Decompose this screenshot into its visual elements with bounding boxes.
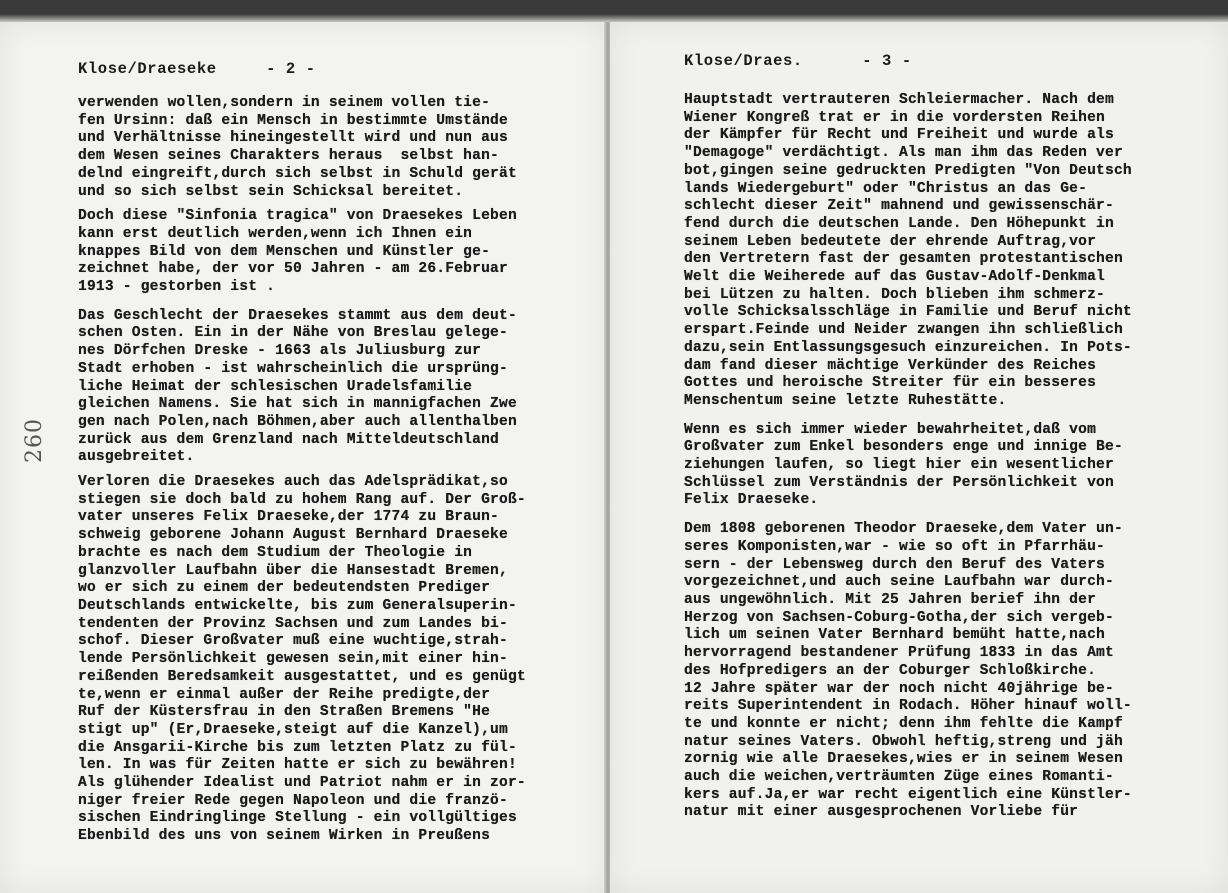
text-line: auch die weichen,verträumten Züge eines Romanti- xyxy=(684,769,1114,786)
text-line: gleichen Namens. Sie hat sich in mannigfachen Zwe xyxy=(78,396,517,413)
text-line: volle Schicksalsschläge in Familie und Beruf nicht xyxy=(684,304,1132,321)
text-line: hervorragend bestandener Prüfung 1833 in das Amt xyxy=(684,645,1114,662)
text-line: seres Komponisten,war - wie so oft in Pfarrhäu- xyxy=(684,538,1106,555)
text-line: sern - der Lebensweg durch den Beruf des Vaters xyxy=(684,556,1106,573)
text-line: delnd eingreift,durch sich selbst in Schuld gerät xyxy=(78,165,517,182)
text-line: Großvater zum Enkel besonders enge und innige Be- xyxy=(684,439,1123,456)
text-line: gen nach Polen,nach Böhmen,aber auch allenthalben xyxy=(78,413,517,430)
text-line: fen Ursinn: daß ein Mensch in bestimmte Umstände xyxy=(78,112,508,129)
text-line: Wenn es sich immer wieder bewahrheitet,daß vom xyxy=(684,421,1097,438)
text-line: verwenden wollen,sondern in seinem vollen tie- xyxy=(78,95,491,111)
text-line: brachte es nach dem Studium der Theologie in xyxy=(78,544,473,561)
paragraph xyxy=(684,521,1132,822)
text-line: reißenden Beredsamkeit ausgestattet, und es genügt xyxy=(78,668,526,685)
text-line: 1913 - gestorben ist . xyxy=(78,279,276,296)
text-line: aus ungewöhnlich. Mit 25 Jahren berief ihn der xyxy=(684,591,1097,608)
text-line: lich um seinen Vater Bernhard bemüht hatte,nach xyxy=(684,627,1106,644)
text-line: niger freier Rede gegen Napoleon und die franzö- xyxy=(78,792,508,809)
text-line: "Demagoge" verdächtigt. Als man ihm das Reden ver xyxy=(684,145,1123,162)
text-line: Ruf der Küstersfrau in den Straßen Bremens "He xyxy=(78,704,491,721)
text-line: 12 Jahre später war der noch nicht 40jährige be- xyxy=(684,680,1114,697)
text-line: fend durch die deutschen Lande. Den Höhepunkt in xyxy=(684,215,1114,232)
text-line: Schlüssel zum Verständnis der Persönlichkeit von xyxy=(684,474,1114,491)
paragraph xyxy=(78,308,526,467)
text-line: dam fand dieser mächtige Verkünder des Reiches xyxy=(684,357,1097,374)
text-line: lende Persönlichkeit gewesen sein,mit einer hin- xyxy=(78,651,508,668)
text-line: schen Osten. Ein in der Nähe von Breslau gelege- xyxy=(78,325,508,342)
text-line: knappes Bild von dem Menschen und Künstler ge- xyxy=(78,243,491,260)
text-line: und Verhältnisse hineingestellt wird und nun aus xyxy=(78,130,508,147)
page-body xyxy=(78,95,526,853)
text-line: kann erst deutlich werden,wenn ich Ihnen ein xyxy=(78,225,473,242)
text-line: ausgebreitet. xyxy=(78,449,195,466)
text-line: te,wenn er einmal außer der Reihe predigte,der xyxy=(78,686,491,703)
text-line: glanzvoller Laufbahn über die Hansestadt Bremen, xyxy=(78,562,508,579)
page-header: Klose/Draeseke - 2 - xyxy=(78,60,316,78)
text-line: ziehungen laufen, so liegt hier ein wesentlicher xyxy=(684,457,1114,474)
text-line: schweig geborene Johann August Bernhard Draeseke xyxy=(78,527,508,544)
text-line: te und konnte er nicht; denn ihm fehlte die Kampf xyxy=(684,715,1123,732)
text-line: stiegen sie doch bald zu hohem Rang auf. Der Groß- xyxy=(78,491,526,508)
page-header: Klose/Draes. - 3 - xyxy=(684,52,912,70)
paragraph xyxy=(78,208,526,297)
text-line: nes Dörfchen Dreske - 1663 als Juliusburg zur xyxy=(78,343,482,360)
text-line: die Ansgarii-Kirche bis zum letzten Platz zu fül- xyxy=(78,739,517,756)
text-line: vorgezeichnet,und auch seine Laufbahn war durch- xyxy=(684,574,1114,591)
text-line: schof. Dieser Großvater muß eine wuchtige,strah- xyxy=(78,633,508,650)
text-line: und so sich selbst sein Schicksal bereitet. xyxy=(78,183,464,200)
text-line: stigt up" (Er,Draeseke,steigt auf die Kanzel),um xyxy=(78,721,508,738)
text-line: der Kämpfer für Recht und Freiheit und wurde als xyxy=(684,127,1114,144)
text-line: zeichnet habe, der vor 50 Jahren - am 26.Februar xyxy=(78,261,508,278)
text-line: schlecht dieser Zeit" mahnend und gewissenschär- xyxy=(684,198,1114,215)
text-line: Doch diese "Sinfonia tragica" von Draesekes Leben xyxy=(78,208,517,225)
text-line: Menschentum seine letzte Ruhestätte. xyxy=(684,392,1007,409)
text-line: den Vertretern fast der gesamten protestantischen xyxy=(684,251,1123,268)
text-line: erspart.Feinde und Neider zwangen ihn schließlich xyxy=(684,322,1123,339)
paragraph xyxy=(78,474,526,846)
text-line: Herzog von Sachsen-Coburg-Gotha,der sich vergeb- xyxy=(684,609,1114,626)
text-line: Welt die Weiherede auf das Gustav-Adolf-Denkmal xyxy=(684,269,1106,286)
text-line: reits Superintendent in Rodach. Höher hinauf woll- xyxy=(684,698,1132,715)
paragraph xyxy=(78,95,526,201)
text-line: Ebenbild des uns von seinem Wirken in Preußens xyxy=(78,828,491,845)
text-line: Als glühender Idealist und Patriot nahm er in zor- xyxy=(78,775,526,792)
text-line: Felix Draeseke. xyxy=(684,492,819,509)
text-line: Dem 1808 geborenen Theodor Draeseke,dem Vater un- xyxy=(684,521,1123,538)
text-line: dazu,sein Entlassungsgesuch einzureichen. In Pots- xyxy=(684,339,1132,356)
paragraph xyxy=(684,92,1132,411)
text-line: bei Lützen zu halten. Doch blieben ihm schmerz- xyxy=(684,286,1106,303)
text-line: sischen Eindringlinge Stellung - ein vollgültiges xyxy=(78,810,517,827)
text-line: bot,gingen seine gedruckten Predigten "Von Deutsch xyxy=(684,162,1132,179)
text-line: len. In was für Zeiten hatte er sich zu bewähren! xyxy=(78,757,517,774)
text-line: Deutschlands entwickelte, bis zum Generalsuperin- xyxy=(78,597,517,614)
page-right xyxy=(610,22,1228,893)
text-line: zornig wie alle Draesekes,wies er in seinem Wesen xyxy=(684,751,1123,768)
text-line: kers auf.Ja,er war recht eigentlich eine Künstler- xyxy=(684,786,1132,803)
text-line: Das Geschlecht der Draesekes stammt aus dem deut- xyxy=(78,307,517,324)
text-line: Gottes und heroische Streiter für ein besseres xyxy=(684,375,1097,392)
text-line: seinem Leben bedeutete der ehrende Auftrag,vor xyxy=(684,233,1097,250)
text-line: wo er sich zu einem der bedeutendsten Prediger xyxy=(78,580,491,597)
margin-note: 260 xyxy=(22,418,47,463)
text-line: natur mit einer ausgesprochenen Vorliebe für xyxy=(684,804,1079,821)
text-line: zurück aus dem Grenzland nach Mitteldeutschland xyxy=(78,431,500,448)
page-left xyxy=(0,22,606,893)
text-line: Stadt erhoben - ist wahrscheinlich die ursprüng- xyxy=(78,360,508,377)
text-line: Hauptstadt vertrauteren Schleiermacher. Nach dem xyxy=(684,92,1114,108)
text-line: vater unseres Felix Draeseke,der 1774 zu Braun- xyxy=(78,509,500,526)
text-line: tendenten der Provinz Sachsen und zum Landes bi- xyxy=(78,615,508,632)
text-line: natur seines Vaters. Obwohl heftig,streng und jäh xyxy=(684,733,1123,750)
text-line: lands Wiedergeburt" oder "Christus an das Ge- xyxy=(684,180,1088,197)
paragraph xyxy=(684,422,1132,511)
text-line: dem Wesen seines Charakters heraus selbst han- xyxy=(78,148,500,165)
text-line: Verloren die Draesekes auch das Adelsprädikat,so xyxy=(78,474,508,491)
text-line: Wiener Kongreß trat er in die vordersten Reihen xyxy=(684,109,1106,126)
text-line: liche Heimat der schlesischen Uradelsfamilie xyxy=(78,378,473,395)
text-line: des Hofpredigers an der Coburger Schloßkirche. xyxy=(684,662,1097,679)
page-body xyxy=(684,92,1132,829)
